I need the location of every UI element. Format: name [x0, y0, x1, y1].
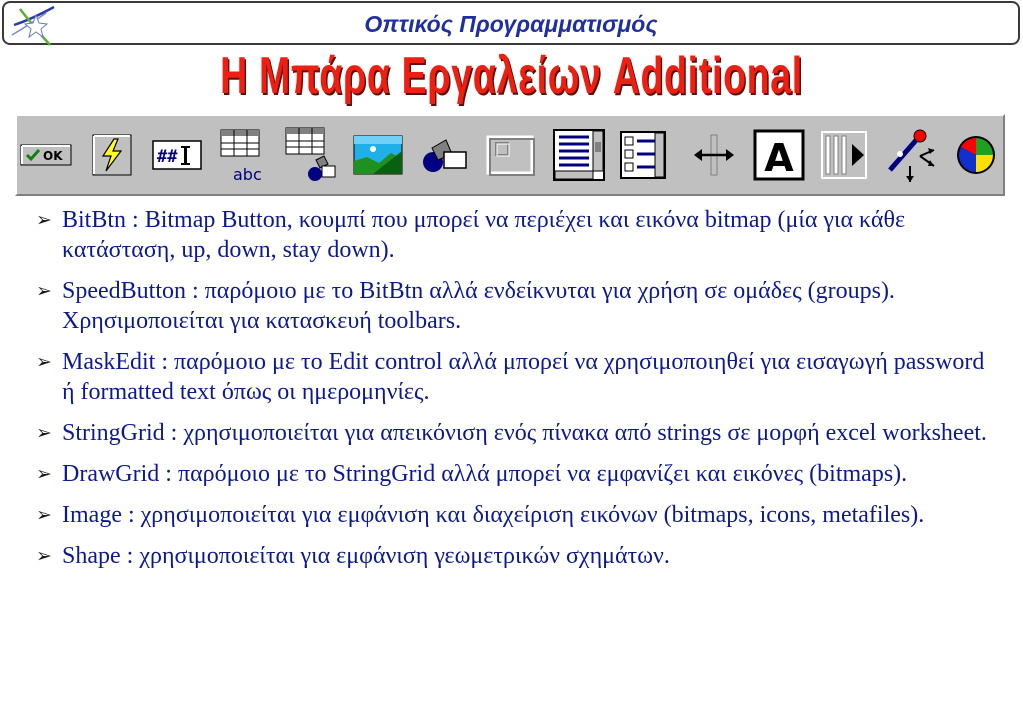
list-item: [36, 205, 996, 265]
maskedit-hash-label: ##: [157, 147, 178, 167]
stringgrid-icon[interactable]: [217, 126, 267, 184]
arrow-bullet-icon: ➢: [36, 463, 52, 485]
drawgrid-icon[interactable]: [281, 126, 341, 184]
bullet-text: StringGrid : χρησιμοποιείται για απεικόνιση ενός πίνακα από strings σε μορφή excel worksheet.: [62, 420, 987, 446]
applicationevents-icon[interactable]: [879, 126, 939, 184]
bullet-text: SpeedButton : παρόμοιο με το BitBtn αλλά ενδείκνυται για χρήση σε ομάδες (groups). Χρησιμοποιείται για κατασκευή toolbars.: [62, 278, 895, 334]
header-title: Οπτικός Προγραμματισμός: [364, 11, 658, 37]
bullet-text: Image : χρησιμοποιείται για εμφάνιση και διαχείριση εικόνων (bitmaps, icons, metafiles).: [62, 502, 925, 528]
speedbutton-icon[interactable]: [89, 126, 135, 184]
bullet-text: MaskEdit : παρόμοιο με το Edit control αλλά μπορεί να χρησιμοποιηθεί για εισαγωγή password ή formatted text όπως οι ημερομηνίες.: [62, 349, 985, 405]
checklistbox-icon[interactable]: [617, 126, 673, 184]
arrow-bullet-icon: ➢: [36, 504, 52, 526]
header-bar: [2, 1, 1020, 45]
arrow-bullet-icon: ➢: [36, 422, 52, 444]
statictext-icon[interactable]: [751, 126, 807, 184]
list-item: [36, 276, 996, 336]
bitbtn-ok-label: OK: [43, 149, 63, 163]
arrow-bullet-icon: ➢: [36, 351, 52, 373]
bullet-text: BitBtn : Bitmap Button, κουμπί που μπορεί να περιέχει και εικόνα bitmap (μία για κάθε κατάσταση, up, down, stay down).: [62, 207, 906, 263]
list-item: [36, 459, 996, 489]
list-item: [36, 500, 996, 530]
list-item: [36, 541, 996, 571]
statictext-a-label: A: [764, 136, 794, 180]
maskedit-icon[interactable]: [151, 126, 203, 184]
bullet-text: DrawGrid : παρόμοιο με το StringGrid αλλά μπορεί να εμφανίζει και εικόνες (bitmaps).: [62, 461, 908, 487]
arrow-bullet-icon: ➢: [36, 209, 52, 231]
bevel-icon[interactable]: [485, 126, 537, 184]
controlbar-icon[interactable]: [819, 126, 869, 184]
slide-title: Η Μπάρα Εργαλείων Additional: [220, 47, 803, 105]
arrow-bullet-icon: ➢: [36, 545, 52, 567]
arrow-bullet-icon: ➢: [36, 280, 52, 302]
bullet-text: Shape : χρησιμοποιείται για εμφάνιση γεωμετρικών σχημάτων.: [62, 543, 670, 569]
additional-toolbar: [15, 114, 1005, 196]
list-item: [36, 347, 996, 407]
chart-icon[interactable]: [951, 126, 1001, 184]
shape-icon[interactable]: [417, 126, 471, 184]
splitter-icon[interactable]: [689, 126, 739, 184]
image-icon[interactable]: [351, 126, 405, 184]
list-item: [36, 418, 996, 448]
bullet-list: [36, 205, 996, 582]
bitbtn-icon[interactable]: [19, 126, 73, 184]
scrollbox-icon[interactable]: [551, 126, 607, 184]
stringgrid-abc-label: abc: [233, 165, 262, 184]
